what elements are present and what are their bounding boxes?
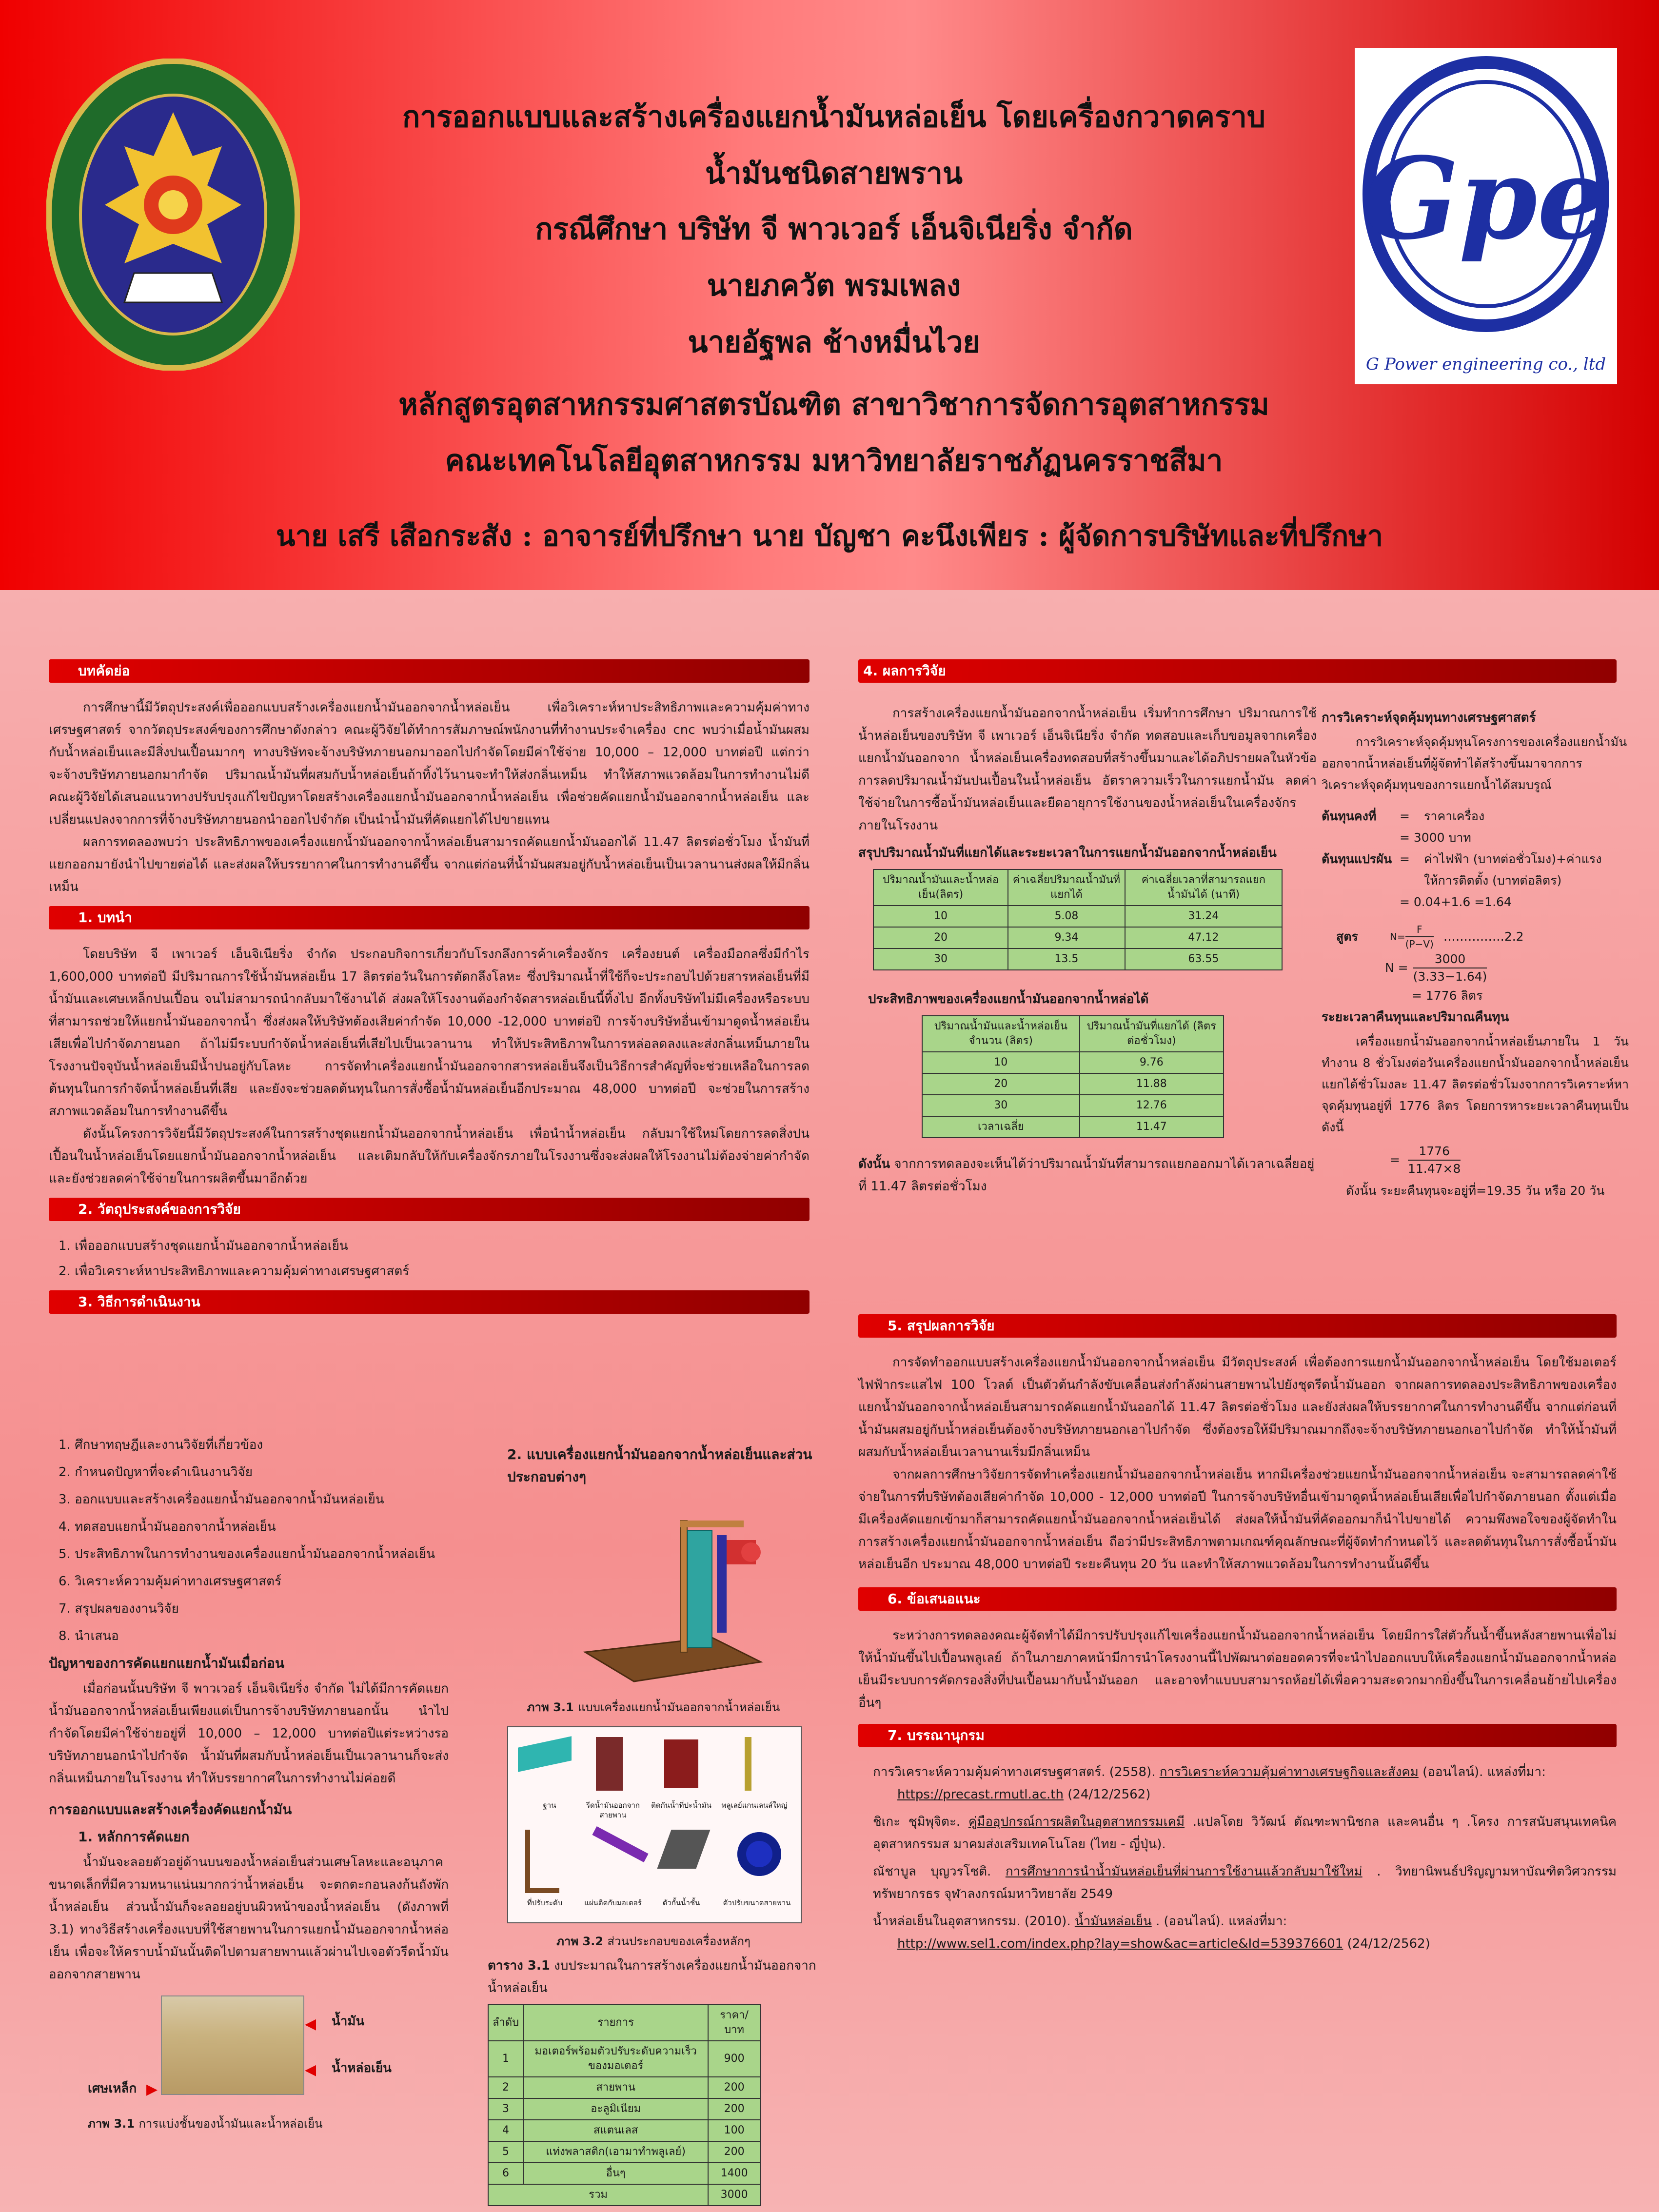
abstract-heading: บทคัดย่อ [49, 659, 810, 683]
payback-text: เครื่องแยกน้ำมันออกจากน้ำหล่อเย็นภายใน 1 วันทำงาน 8 ชั่วโมงต่อวันเครื่องแยกน้ำมันออกจากน้ำหล่อเย็นแยกได้ชั่วโมงละ 11.47 ลิตรต่อชั่วโมงจากการวิเคราะห์หาจุดคุ้มทุนอยู่ที่ 1776 ลิตร โดยการหาระยะเวลาคืนทุนเป็นดังนี้ [1322, 1034, 1629, 1134]
part-tensioner [737, 1832, 781, 1876]
part-label: แผ่นติดกับมอเตอร์ [584, 1898, 642, 1907]
poster-title-line-2: น้ำมันชนิดสายพราน [705, 157, 963, 191]
problem-title: ปัญหาของการคัดแยกแยกน้ำมันเมื่อก่อน [49, 1655, 285, 1671]
results-conclusion [858, 1153, 1317, 1198]
caption-text: การแบ่งชั้นของน้ำมันและน้ำหล่อเย็น [138, 2117, 323, 2131]
caption-label: ตาราง 3.1 [488, 1958, 550, 1973]
formula-numerator: F [1405, 923, 1434, 937]
left-column [49, 659, 810, 1327]
machine-model-figure [488, 1491, 819, 1696]
variable-cost-amount: = 0.04+1.6 =1.64 [1400, 895, 1512, 909]
author-2: นายอัฐพล ช้างหมื่นไวย [688, 325, 980, 359]
variable-cost-value: ค่าไฟฟ้า (บาทต่อชั่วโมง)+ค่าแรงให้การติดตั้ง (บาทต่อลิตร) [1424, 852, 1602, 888]
method-step: 1. ศึกษาทฤษฎีและงานวิจัยที่เกี่ยวข้อง [59, 1438, 263, 1452]
table-total-row: รวม 3000 [488, 2184, 760, 2206]
principle-title: 1. หลักการคัดแยก [78, 1829, 190, 1845]
company-logo-mark: Gpe [1363, 133, 1609, 265]
reference-item: ชิเกะ ชุมิพุจิตะ. คู่มืออุปกรณ์การผลิตในอุตสาหกรรมเคมี .แปลโดย วิวัฒน์ ตัณฑะพานิชกล และคนอื่น ๆ .โครง การสนับสนุนเทคนิคอุตสาหกรรมส มาคมส่งเสริมเทคโนโลย (ไทย - ญี่ปุ่น). [873, 1815, 1617, 1852]
calc-result: = 1776 ลิตร [1412, 988, 1483, 1003]
objective-item: 2. เพื่อวิเคราะห์หาประสิทธิภาพและความคุ้มค่าทางเศรษฐศาสตร์ [59, 1264, 410, 1279]
intro-heading: 1. บทนำ [49, 906, 810, 929]
method-step: 7. สรุปผลของงานวิจัย [59, 1601, 179, 1616]
results-right [1322, 702, 1629, 1202]
table-row: 20 9.34 47.12 [873, 927, 1282, 948]
label-scrap: เศษเหล็ก [88, 2081, 137, 2096]
fixed-cost [1322, 806, 1629, 827]
results-heading: 4. ผลการวิจัย [858, 659, 1617, 683]
machine-model-drawing [488, 1491, 819, 1696]
part-guard [664, 1739, 698, 1788]
payback-denominator: 11.47×8 [1407, 1162, 1461, 1176]
budget-header: ลำดับ [488, 2005, 523, 2041]
calc-denominator: (3.33−1.64) [1413, 969, 1487, 984]
poster-header [0, 0, 1659, 590]
table-header: ปริมาณน้ำมันและน้ำหล่อเย็น(ลิตร) [873, 869, 1008, 906]
part-label: ที่ปรับระดับ [527, 1898, 563, 1907]
table-row: 10 5.08 31.24 [873, 906, 1282, 927]
reference-item: การวิเคราะห์ความคุ้มค่าทางเศรษฐศาสตร์. (2558). การวิเคราะห์ความคุ้มค่าทางเศรษฐกิจและสังคม (ออนไลน์). แหล่งที่มา: https://precast.rmutl.ac.th (24/12/2562) [873, 1765, 1546, 1802]
budget-header: รายการ [523, 2005, 708, 2041]
arrow-coolant: ◀ [305, 2061, 316, 2078]
references-list [858, 1761, 1617, 1955]
caption-text: ส่วนประกอบของเครื่องหลักๆ [607, 1935, 750, 1948]
method-right [488, 1439, 819, 2206]
results-table-1 [873, 869, 1283, 970]
method-step: 2. กำหนดปัญหาที่จะดำเนินงานวิจัย [59, 1465, 253, 1480]
calc-numerator: 3000 [1413, 951, 1487, 968]
table-row: 2 สายพาน 200 [488, 2077, 760, 2098]
right-column [858, 659, 1617, 696]
part-splash [657, 1830, 710, 1869]
coolant-photo-caption [49, 2113, 449, 2135]
poster-title-line-1: การออกแบบและสร้างเครื่องแยกน้ำมันหล่อเย็น โดยเครื่องกวาดคราบ [402, 100, 1265, 134]
reference-item: ณัชาบูล บุญวรโชติ. การศึกษาการนำน้ำมันหล่อเย็นที่ผ่านการใช้งานแล้วกลับมาใช้ใหม่ . วิทยานิพนธ์ปริญญามหาบัณฑิตวิศวกรรมทรัพยากรธร จุฬาลงกรณ์มหาวิทยาลัย 2549 [873, 1864, 1617, 1901]
abstract-paragraph-2: ผลการทดลองพบว่า ประสิทธิภาพของเครื่องแยกน้ำมันออกจากน้ำหล่อเย็นสามารถคัดแยกน้ำมันออกได้ 11.47 ลิตรต่อชั่วโมง น้ำมันที่แยกออกมายังนำไปขายต่อได้ และส่งผลให้บรรยากาศในการทำงานดีขึ้น จากแต่ก่อนที่น้ำมันผสมอยู่กับน้ำหล่อเย็นเป็นเวลานานส่งผลให้มีกลิ่นเหม็น [49, 835, 810, 894]
method-step: 4. ทดสอบแยกน้ำมันออกจากน้ำหล่อเย็น [59, 1520, 276, 1534]
payback-eq: = [1390, 1153, 1400, 1167]
abstract-paragraph-1: การศึกษานี้มีวัตถุประสงค์เพื่อออกแบบสร้างเครื่องแยกน้ำมันออกจากน้ำหล่อเย็น เพื่อวิเคราะห์หาประสิทธิภาพและความคุ้มค่าทางเศรษฐศาสตร์ จากวัตถุประสงค์ของการศึกษาดังกล่าว คณะผู้วิจัยได้ทำการสัมภาษณ์พนักงานที่ทำงานประจำเครื่อง cnc พบว่าเมื่อน้ำมันผสมกับน้ำหล่อเย็นและมีสิ่งปนเปื้อนมากๆ ทางบริษัทจะจ้างบริษัทภายนอกมาออกไปกำจัดโดยมีค่าใช้จ่าย 10,000 – 12,000 บาทต่อปี แต่กว่าจะจ้างบริษัทภายนอกมากำจัด ปริมาณน้ำมันที่ผสมกับน้ำหล่อเย็นถ้าทิ้งไว้นานจะทำให้ส่งกลิ่นเหม็น ทำให้สภาพแวดล้อมในการทำงานไม่ดี คณะผู้วิจัยได้เสนอแนวทางปรับปรุงแก้ไขปัญหาโดยสร้างเครื่องแยกน้ำมันออกจากน้ำหล่อเย็น เพื่อช่วยคัดแยกน้ำมันออกจากน้ำหล่อเย็น และเปลี่ยนแปลงจากการที่จ้างบริษัทภายนอกนำออกไปจำกัด เป็นนำน้ำมันที่คัดแยกได้ไปขายแทน [49, 700, 810, 827]
fixed-cost-amount: = 3000 บาท [1400, 830, 1471, 845]
arrow-oil: ◀ [305, 2015, 316, 2033]
table-header: ค่าเฉลี่ยปริมาณน้ำมันที่แยกได้ [1008, 869, 1125, 906]
table-row: 10 9.76 [922, 1052, 1224, 1073]
part-motor-plate [592, 1826, 648, 1862]
fixed-cost-value: ราคาเครื่อง [1424, 809, 1485, 823]
formula-label: สูตร [1336, 929, 1358, 944]
formula-n: N= [1390, 931, 1405, 943]
budget-table-caption [488, 1955, 819, 1999]
parts-caption [488, 1930, 819, 1953]
principle-text: น้ำมันจะลอยตัวอยู่ด้านบนของน้ำหล่อเย็นส่วนเศษโลหะและอนุภาคขนาดเล็กที่มีความหนาแน่นมากกว่าน้ำหล่อเย็น จะตกตะกอนลงก้นถังพักน้ำหล่อเย็น ส่วนน้ำมันก็จะลอยอยู่บนผิวหน้าของน้ำหล่อเย็น (ดังภาพที่ 3.1) ทางวิธีสร้างเครื่องแบบที่ใช้สายพานในการแยกน้ำมันออกจากน้ำหล่อเย็น เพื่อจะให้คราบน้ำมันนั้นติดไปตามสายพานแล้วผ่านไปเจอตัวรีดน้ำมันออกจากสายพาน [49, 1855, 449, 1982]
table-header: ปริมาณน้ำมันที่แยกได้ (ลิตรต่อชั่วโมง) [1080, 1016, 1224, 1052]
budget-table [488, 2004, 761, 2206]
label-oil: น้ำมัน [332, 2014, 365, 2029]
model-caption [488, 1696, 819, 1718]
payback-fraction [1408, 1143, 1461, 1177]
conclusion-label: ดังนั้น [858, 1157, 890, 1171]
part-label: ติดกันน้ำที่ปะน้ำมัน [651, 1801, 711, 1810]
method-step: 8. นำเสนอ [59, 1629, 119, 1643]
table-2-title: ประสิทธิภาพของเครื่องแยกน้ำมันออกจากน้ำหล่อได้ [868, 992, 1149, 1007]
method-step: 3. ออกแบบและสร้างเครื่องแยกน้ำมันออกจากน้ำมันหล่อเย็น [59, 1492, 384, 1507]
label-coolant: น้ำหล่อเย็น [332, 2061, 392, 2075]
summary-paragraph-1: การจัดทำออกแบบสร้างเครื่องแยกน้ำมันออกจากน้ำหล่อเย็น มีวัตถุประสงค์ เพื่อต้องการแยกน้ำมันออกจากน้ำหล่อเย็น โดยใช้มอเตอร์ไฟฟ้ากระแสไฟ 100 โวลต์ เป็นตัวต้นกำลังขับเคลื่อนส่งกำลังผ่านสายพานไปยังชุดรีดน้ำมันออก จากผลการทดลองประสิทธิภาพของเครื่องแยกน้ำมันออกจากน้ำหล่อเย็นสามารถคัดแยกน้ำมันออกได้ 11.47 ลิตรต่อชั่วโมง และยังส่งผลให้บรรยากาศในการทำงานดีขึ้น จากแต่ก่อนที่น้ำมันผสมอยู่กับน้ำหล่อเย็นต้องจ้างบริษัทภายนอกเอาไปกำจัด ซึ่งต้องรอให้มีปริมาณมากถึงจะจ้างบริษัทภายนอกเอาไปกำจัด ทำให้น้ำมันที่ผสมกับน้ำหล่อเย็นเวลานานเริ่มมีกลิ่นเหม็น [858, 1355, 1617, 1460]
formula-ref: ……………2.2 [1443, 929, 1524, 944]
suggestions-paragraph: ระหว่างการทดลองคณะผู้จัดทำได้มีการปรับปรุงแก้ไขเครื่องแยกน้ำมันออกจากน้ำหล่อเย็น โดยมีการใส่ตัวกั้นน้ำขึ้นหลังสายพานเพื่อไม่ให้น้ำมันขึ้นไปเปื้อนพลูเลย์ ถ้าในภายภาคหน้ามีการนำโครงงานนี้ไปพัฒนาต่อยอดควรที่จะนำไปออกแบบให้เครื่องแยกน้ำมันออกจากน้ำหล่อเย็นมีระบบการคัดกรองสิ่งที่ปนเปื้อนมากับน้ำมันออก และอาจทำแบบบสามารถห้อยได้เพื่อความสะดวกมากยิ่งขึ้นในการเคลื่อนย้ายไปเครื่องอื่นๆ [858, 1628, 1617, 1710]
fixed-cost-label: ต้นทุนคงที่ [1322, 809, 1377, 823]
fixed-cost-eq: = [1400, 809, 1410, 823]
design-title: การออกแบบและสร้างเครื่องคัดแยกน้ำมัน [49, 1801, 292, 1817]
method-heading: 3. วิธีการดำเนินงาน [49, 1290, 810, 1314]
part-label: ตัวปรับขนาดสายพาน [723, 1898, 791, 1907]
caption-label: ภาพ 3.1 [88, 2117, 135, 2131]
payback-calc [1390, 1143, 1629, 1177]
method-left [49, 1429, 449, 2135]
faculty-line: คณะเทคโนโลยีอุตสาหกรรม มหาวิทยาลัยราชภัฏนครราชสีมา [445, 444, 1223, 478]
variable-cost-label: ต้นทุนแปรผัน [1322, 852, 1392, 866]
table-row: 5 แท่งพลาสติก(เอามาทำพลูเลย์) 200 [488, 2141, 760, 2163]
reference-link[interactable]: http://www.sel1.com/index.php?lay=show&ac=article&Id=539376601 [897, 1936, 1343, 1951]
right-lower [858, 1314, 1617, 1960]
parts-figure [507, 1726, 802, 1923]
table-row: 3 อะลูมิเนียม 200 [488, 2098, 760, 2120]
problem-text: เมื่อก่อนนั้นบริษัท จี พาวเวอร์ เอ็นจิเนียริ่ง จำกัด ไม่ได้มีการคัดแยกน้ำมันออกจากน้ำหล่อเย็นเพียงแต่เป็นการจ้างบริษัทภายนอกนั้น นำไปกำจัดโดยมีค่าใช้จ่ายอยู่ที่ 10,000 – 12,000 บาทต่อปีแต่ระหว่างรอบริษัทภายนอกนำไปกำจัด น้ำมันที่ผสมกับน้ำหล่อเย็นเป็นเวลานานก็จะส่งกลิ่นเหม็นภายในโรงงาน ทำให้บรรยากาศในการทำงานไม่ค่อยดี [49, 1681, 449, 1786]
program-line: หลักสูตรอุตสาหกรรมศาสตรบัณฑิต สาขาวิชาการจัดการอุตสาหกรรม [398, 388, 1269, 422]
reference-link[interactable]: https://precast.rmutl.ac.th [897, 1787, 1064, 1802]
table-row: เวลาเฉลี่ย 11.47 [922, 1116, 1224, 1138]
payback-result: ดังนั้น ระยะคืนทุนจะอยู่ที่=19.35 วัน หรือ 20 วัน [1346, 1184, 1605, 1198]
formula-fraction [1405, 923, 1434, 951]
formula [1322, 923, 1629, 951]
table-row: 30 13.5 63.55 [873, 948, 1282, 970]
objective-item: 1. เพื่อออกแบบสร้างชุดแยกน้ำมันออกจากน้ำหล่อเย็น [59, 1239, 348, 1253]
caption-label: ภาพ 3.2 [556, 1935, 604, 1948]
table-header: ค่าเฉลี่ยเวลาที่สามารถแยกน้ำมันได้ (นาที) [1125, 869, 1282, 906]
payback-title: ระยะเวลาคืนทุนและปริมาณคืนทุน [1322, 1010, 1509, 1025]
summary-heading: 5. สรุปผลการวิจัย [858, 1314, 1617, 1338]
caption-text: งบประมาณในการสร้างเครื่องแยกน้ำมันออกจากน้ำหล่อเย็น [488, 1958, 816, 1995]
payback-numerator: 1776 [1408, 1143, 1461, 1161]
part-label: ฐาน [543, 1801, 556, 1810]
part-label: พลูเลย์แกนเลนส์ใหญ่ [721, 1801, 788, 1810]
table-row: 30 12.76 [922, 1095, 1224, 1116]
university-logo [46, 59, 300, 371]
coolant-photo-figure [49, 1995, 449, 2113]
references-heading: 7. บรรณานุกรม [858, 1724, 1617, 1747]
author-1: นายภควัต พรมเพลง [707, 269, 961, 303]
caption-text: แบบเครื่องแยกน้ำมันออกจากน้ำหล่อเย็น [578, 1700, 780, 1714]
results-paragraph: การสร้างเครื่องแยกน้ำมันออกจากน้ำหล่อเย็น เริ่มทำการศึกษา ปริมาณการใช้น้ำหล่อเย็นของบริษัท จี เพาเวอร์ เอ็นจิเนียริ่ง จำกัด ทดสอบและเก็บขอมูลจากเครื่องแยกน้ำมันออกจาก น้ำหล่อเย็นเครื่องทดสอบที่สร้างขึ้นมาและได้อภิปรายผลในหัวข้อการลดปริมาณน้ำมันปนเปื้อนในน้ำหล่อเย็น อัตราความเร็วในการแยกน้ำมัน ลดค่าใช้จ่ายในการซื้อน้ำมันหล่อเย็นและยืดอายุการใช้งานของน้ำหล่อเย็นในเครื่องจักรภายในโรงงาน [858, 706, 1317, 833]
calc [1385, 951, 1629, 985]
company-logo-caption: G Power engineering co., ltd [1365, 355, 1606, 374]
variable-cost-eq: = [1400, 852, 1410, 866]
calc-n: N = [1385, 961, 1408, 975]
conclusion-text: จากการทดลองจะเห็นได้ว่าปริมาณน้ำมันที่สามารถแยกออกมาได้เวลาเฉลี่ยอยู่ที่ 11.47 ลิตรต่อชั่วโมง [858, 1157, 1315, 1194]
arrow-scrap: ▶ [146, 2081, 158, 2098]
table-row: 1 มอเตอร์พร้อมตัวปรับระดับความเร็วของมอเตอร์ 900 [488, 2041, 760, 2077]
objectives-list [49, 1235, 810, 1283]
reference-item: น้ำหล่อเย็นในอุตสาหกรรม. (2010). น้ำมันหล่อเย็น . (ออนไลน์). แหล่งที่มา: http://www.sel1.com/index.php?lay=show&ac=article&Id=539376601 (24/12/2562) [873, 1914, 1430, 1951]
table-row: 4 สแตนเลส 100 [488, 2120, 760, 2141]
part-level [525, 1830, 559, 1893]
intro-paragraph-2: ดังนั้นโครงการวิจัยนี้มีวัตถุประสงค์ในการสร้างชุดแยกน้ำมันออกจากน้ำหล่อเย็น เพื่อนำน้ำหล่อเย็น กลับมาใช้ใหม่โดยการลดสิ่งปนเปื้อนในน้ำหล่อเย็นโดยแยกน้ำมันออกจากน้ำหล่อเย็น และเติมกลับให้กับเครื่องจักรภายในโรงงานซึ่งจะส่งผลให้โรงงานไม่ต้องจ่ายค่ากำจัด และยังช่วยลดค่าใช้จ่ายในการผลิตขึ้นมาอีกด้วย [49, 1126, 810, 1186]
part-label: รีดน้ำมันออกจากสายพาน [586, 1801, 640, 1819]
results-left [858, 702, 1317, 1198]
method-steps [49, 1434, 449, 1647]
part-base [518, 1736, 572, 1772]
breakeven-text: การวิเคราะห์จุดคุ้มทุนโครงการของเครื่องแยกน้ำมันออกจากน้ำหล่อเย็นที่ผู้จัดทำได้สร้างขึ้นมาจากการวิเคราะห์จุดคุ้มทุนของการแยกน้ำได้สมบรูณ์ [1322, 735, 1627, 792]
formula-denominator: (P−V) [1405, 938, 1434, 950]
model-title: 2. แบบเครื่องแยกน้ำมันออกจากน้ำหล่อเย็นและส่วนประกอบต่างๆ [507, 1446, 812, 1485]
calc-fraction [1413, 951, 1487, 985]
budget-header: ราคา/บาท [708, 2005, 760, 2041]
method-step: 6. วิเคราะห์ความคุ้มค่าทางเศรษฐศาสตร์ [59, 1574, 281, 1589]
table-header: ปริมาณน้ำมันและน้ำหล่อเย็นจำนวน (ลิตร) [922, 1016, 1080, 1052]
coolant-photo [161, 1995, 304, 2095]
results-table-2 [922, 1015, 1224, 1138]
table-1-title: สรุปปริมาณน้ำมันที่แยกได้และระยะเวลาในการแยกน้ำมันออกจากน้ำหล่อเย็น [858, 846, 1277, 860]
variable-cost [1322, 849, 1629, 891]
suggestions-heading: 6. ข้อเสนอแนะ [858, 1587, 1617, 1611]
summary-paragraph-2: จากผลการศึกษาวิจัยการจัดทำเครื่องแยกน้ำมันออกจากน้ำหล่อเย็น หากมีเครื่องช่วยแยกน้ำมันออกจากน้ำหล่อเย็น จะสามารถลดค่าใช้จ่ายในการที่บริษัทต้องเสียค่ากำจัด 10,000 - 12,000 บาทต่อปี ในการจ้างบริษัทอื่นเข้ามาดูดน้ำหล่อเย็นเสียเพื่อไปกำจัดภายนอก ตั้งแต่เมื่อมีเครื่องคัดแยกเข้ามาก็สามารถคัดแยกน้ำมันออกจากน้ำหล่อเย็นได้ ส่งผลให้น้ำมันที่คัดออกมาก็นำไปขายได้ ความพึงพอใจของผู้จัดทำในการสร้างเครื่องแยกน้ำมันออกจากน้ำหล่อเย็น ถือว่ามีประสิทธิภาพตามเกณฑ์คุณลักษณะที่ผู้จัดทำกำหนดไว้ และลดต้นทุนในการสั่งซื้อน้ำมันหล่อเย็นอีก ประมาณ 48,000 บาทต่อปี ระยะคืนทุน 20 วัน และทำให้สภาพแวดล้อมในการทำงานนั้นดีขึ้น [858, 1467, 1617, 1572]
advisors-line: นาย เสรี เสือกระสัง : อาจารย์ที่ปรึกษา นาย บัญชา คะนึงเพียร : ผู้จัดการบริษัทและที่ปรึกษา [276, 519, 1383, 553]
part-label: ตัวกั้นน้ำชั้น [662, 1898, 700, 1907]
method-step: 5. ประสิทธิภาพในการทำงานของเครื่องแยกน้ำมันออกจากน้ำหล่อเย็น [59, 1547, 435, 1561]
breakeven-title: การวิเคราะห์จุดคุ้มทุนทางเศรษฐศาสตร์ [1322, 711, 1536, 725]
table-row: 20 11.88 [922, 1073, 1224, 1095]
intro-paragraph-1: โดยบริษัท จี เพาเวอร์ เอ็นจิเนียริ่ง จำกัด ประกอบกิจการเกี่ยวกับโรงกลึงการค้าเครื่องจักร เครื่องยนต์ เครื่องมือกลซึ่งมีกำไร 1,600,000 บาทต่อปี มีปริมาณการใช้น้ำมันหล่อเย็น 17 ลิตรต่อวันในการตัดกลึงโลหะ ซึ่งปริมาณน้ำที่ใช้ก็จะประกอบไปด้วยสารหล่อเย็นที่มีน้ำมันและเศษเหล็กปนเปื้อน จนไม่สามารถนำกลับมาใช้งานได้ ส่งผลให้โรงงานต้องกำจัดสารหล่อเย็นนี้ทิ้งไป อีกทั้งบริษัทไม่มีเครื่องหรือระบบที่สามารถช่วยให้แยกน้ำมันออกจากน้ำ ซึ่งส่งผลให้บริษัทต้องเสียค่ากำจัด 10,000 -12,000 บาทต่อปี การจ้างบริษัทอื่นเข้ามาดูดน้ำหล่อเย็นเสียเพื่อไปกำจัดภายนอก ถ้าไม่มีระบบกำจัดน้ำหล่อเย็นที่เสียไปเป็นเวลานาน ทำให้ประสิทธิภาพในการหล่อลดลงและส่งกลิ่นเหม็นภายในโรงงานปัจจุบันน้ำหล่อเย็นมีน้ำปนอยู่กับโลหะ การจัดทำเครื่องแยกน้ำมันออกจากสารหล่อเย็นจึงเป็นวิธีการสำคัญที่จะช่วยเหลือในการลดต้นทุนในการกำจัดน้ำหล่อเย็นที่เสีย และยังจะช่วยลดต้นทุนในการสั่งซื้อน้ำมันหล่อเย็นอีกประมาณ 48,000 บาทต่อปี จะช่วยในการสร้างสภาพแวดล้อมในการทำงานดีขึ้น [49, 947, 810, 1119]
part-pulley [745, 1737, 751, 1791]
part-wiper [596, 1737, 623, 1791]
objectives-heading: 2. วัตถุประสงค์ของการวิจัย [49, 1198, 810, 1221]
poster-title-line-3: กรณีศึกษา บริษัท จี พาวเวอร์ เอ็นจิเนียริ่ง จำกัด [535, 212, 1133, 246]
table-row: 6 อื่นๆ 1400 [488, 2163, 760, 2184]
caption-label: ภาพ 3.1 [527, 1700, 574, 1714]
